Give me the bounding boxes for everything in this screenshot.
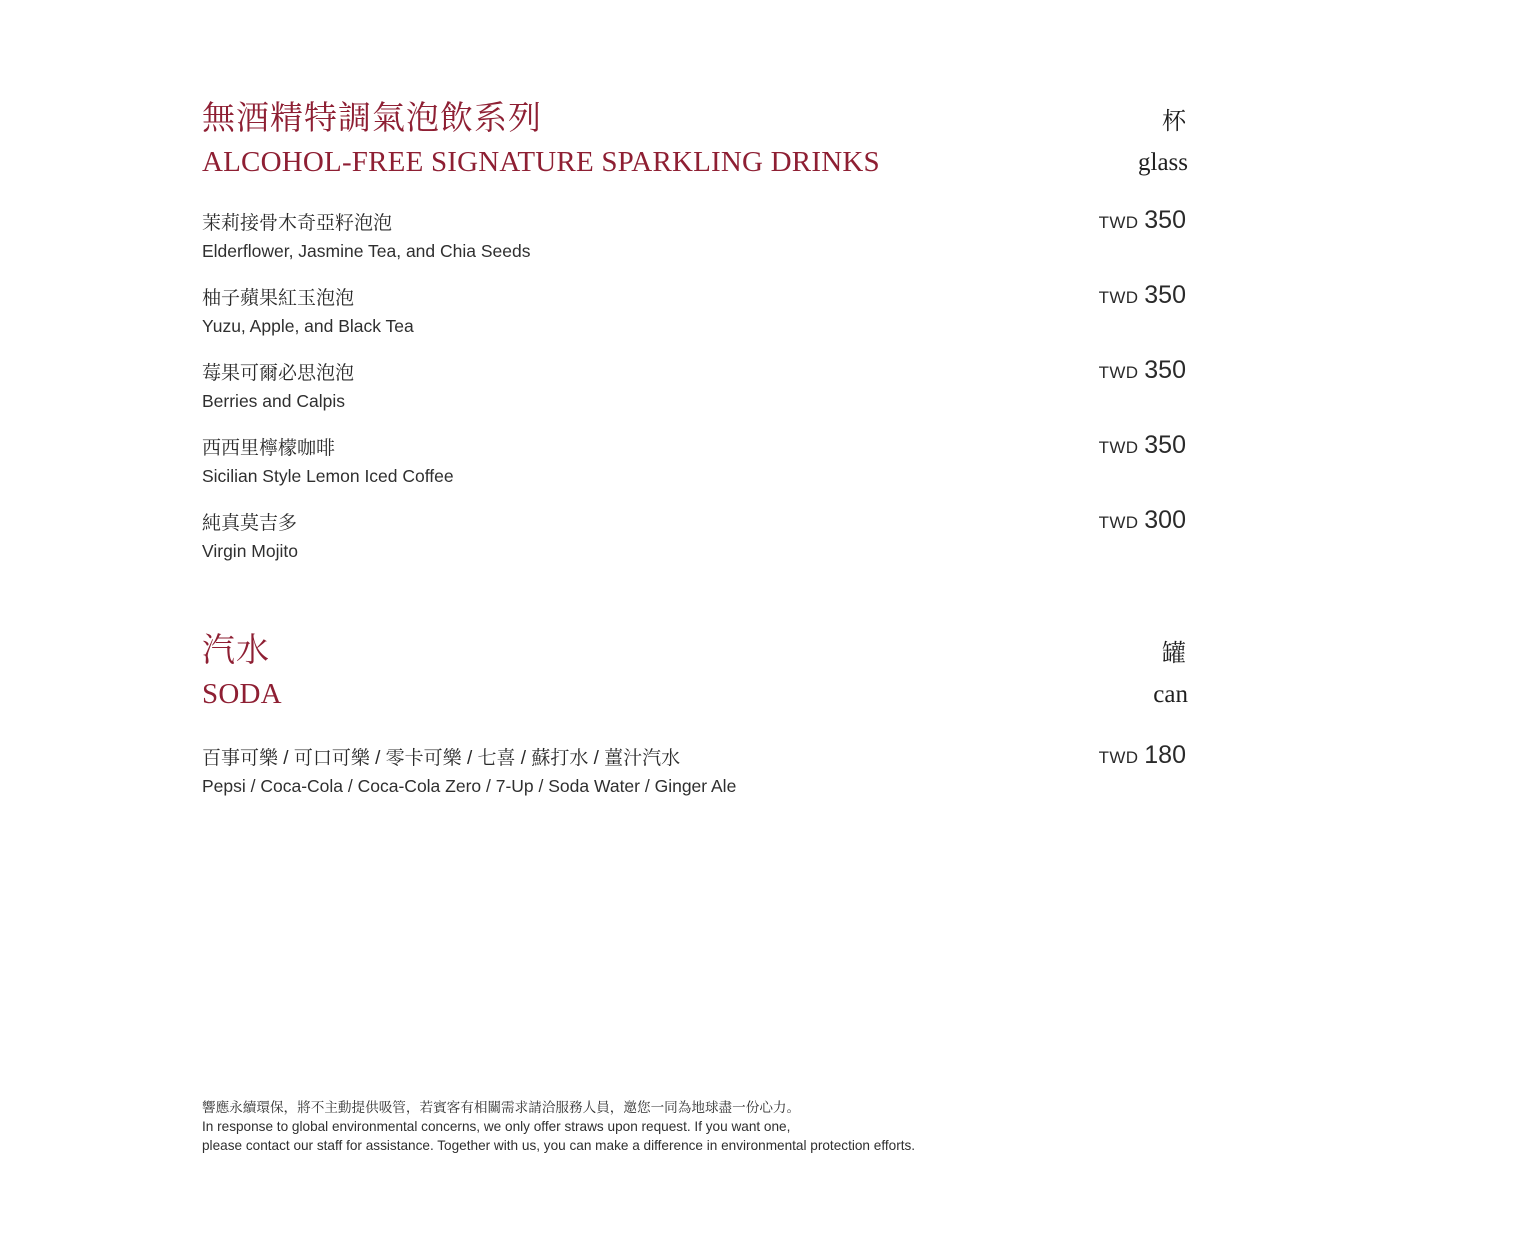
item-name-zh: 純真莫吉多: [202, 513, 298, 534]
item-price: [1099, 431, 1186, 460]
price-currency: TWD: [1098, 438, 1139, 457]
item-name-en: Elderflower, Jasmine Tea, and Chia Seeds: [202, 241, 531, 261]
unit-label-zh: 杯: [1162, 109, 1186, 135]
item-name-zh: 西西里檸檬咖啡: [202, 438, 336, 459]
item-name-zh: 茉莉接骨木奇亞籽泡泡: [202, 213, 393, 234]
item-name-en: Yuzu, Apple, and Black Tea: [202, 316, 414, 336]
item-price: [1099, 356, 1186, 385]
item-name-en: Sicilian Style Lemon Iced Coffee: [202, 466, 454, 486]
unit-label-zh: 罐: [1162, 641, 1186, 667]
menu-item: [202, 741, 1188, 820]
price-amount: 350: [1144, 281, 1186, 309]
environmental-notice: [202, 1098, 1188, 1155]
section-soda: [202, 630, 1188, 820]
item-name-zh: 柚子蘋果紅玉泡泡: [202, 288, 355, 309]
price-amount: 350: [1144, 206, 1186, 234]
item-price: [1099, 281, 1186, 310]
item-name-zh: 莓果可爾必思泡泡: [202, 363, 355, 384]
price-currency: TWD: [1098, 363, 1139, 382]
item-name-en: Berries and Calpis: [202, 391, 345, 411]
notice-line-en-1: In response to global environmental concerns, we only offer straws upon request. If you want one,: [202, 1119, 791, 1134]
section-header: [202, 630, 1188, 720]
notice-line-zh: 響應永續環保，將不主動提供吸管，若賓客有相關需求請洽服務人員，邀您一同為地球盡一份心力。: [202, 1100, 801, 1115]
menu-item: [202, 206, 1188, 285]
item-price: [1099, 741, 1186, 770]
item-price: [1099, 506, 1186, 535]
menu-item: [202, 431, 1188, 510]
unit-label-en: glass: [1138, 149, 1188, 176]
menu-item: [202, 356, 1188, 435]
section-sparkling-drinks: [202, 98, 1188, 585]
price-currency: TWD: [1098, 213, 1139, 232]
notice-line-en-2: please contact our staff for assistance. Together with us, you can make a difference in environmental protection efforts.: [202, 1138, 916, 1153]
price-amount: 300: [1144, 506, 1186, 534]
section-title-en: SODA: [202, 678, 282, 710]
section-title-zh: 無酒精特調氣泡飲系列: [202, 101, 542, 137]
price-amount: 180: [1144, 741, 1186, 769]
item-name-en: Virgin Mojito: [202, 541, 298, 561]
menu-item: [202, 506, 1188, 585]
item-name-zh: 百事可樂 / 可口可樂 / 零卡可樂 / 七喜 / 蘇打水 / 薑汁汽水: [202, 748, 681, 769]
section-header: [202, 98, 1188, 188]
section-title-zh: 汽水: [202, 633, 270, 669]
unit-label-en: can: [1153, 681, 1188, 708]
price-currency: TWD: [1098, 513, 1139, 532]
price-currency: TWD: [1098, 748, 1139, 767]
section-title-en: ALCOHOL-FREE SIGNATURE SPARKLING DRINKS: [202, 146, 880, 178]
price-currency: TWD: [1098, 288, 1139, 307]
item-name-en: Pepsi / Coca-Cola / Coca-Cola Zero / 7-Up / Soda Water / Ginger Ale: [202, 776, 737, 796]
menu-page: [202, 0, 1188, 1242]
price-amount: 350: [1144, 431, 1186, 459]
menu-item: [202, 281, 1188, 360]
item-price: [1099, 206, 1186, 235]
menu-item-list: [202, 741, 1188, 820]
price-amount: 350: [1144, 356, 1186, 384]
menu-item-list: [202, 206, 1188, 585]
